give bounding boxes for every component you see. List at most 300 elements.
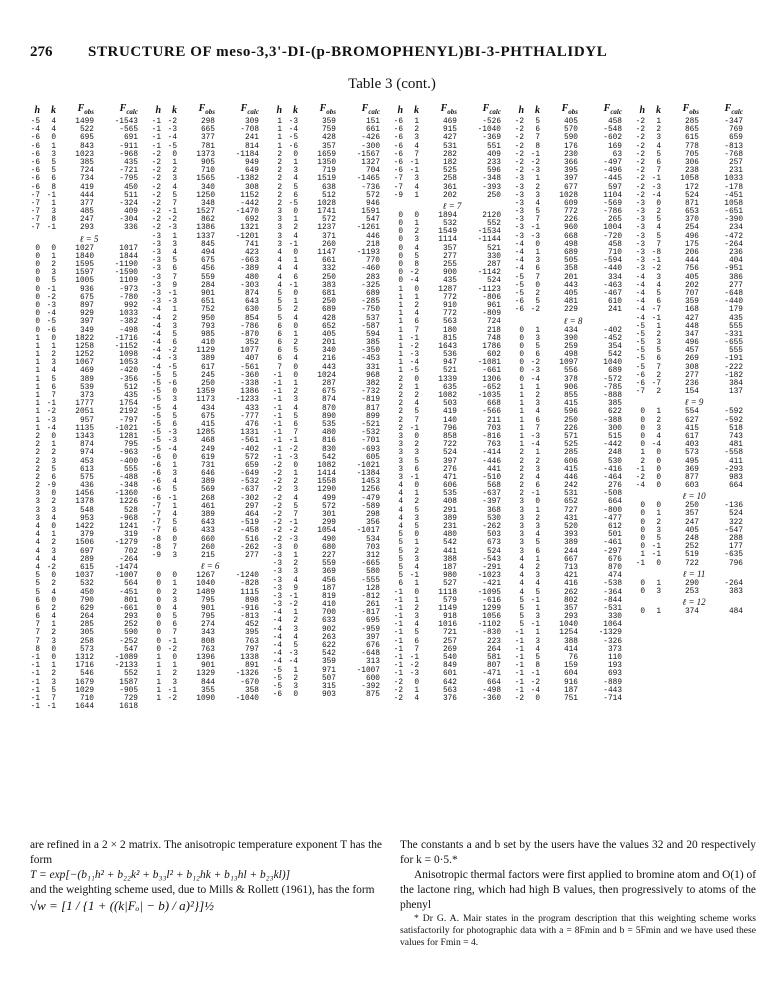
cell-h: -1 bbox=[272, 380, 282, 388]
cell-f-obs: 559 bbox=[200, 273, 215, 282]
table-row bbox=[151, 200, 269, 208]
header-k: k bbox=[172, 105, 177, 116]
cell-k: 4 bbox=[293, 355, 298, 364]
cell-k: 7 bbox=[656, 363, 661, 372]
cell-f-obs: 389 bbox=[563, 539, 578, 548]
table-row bbox=[635, 282, 753, 290]
table-row bbox=[272, 568, 390, 576]
cell-f-obs: 168 bbox=[684, 306, 699, 315]
cell-k: 1 bbox=[656, 322, 661, 331]
cell-k: 3 bbox=[535, 465, 540, 474]
cell-f-calc: -768 bbox=[724, 150, 743, 159]
table-row bbox=[393, 245, 511, 253]
table-row bbox=[635, 274, 753, 282]
cell-f-obs: 301 bbox=[321, 511, 336, 519]
cell-k: -1 bbox=[409, 424, 419, 433]
cell-h: -2 bbox=[635, 167, 645, 176]
table-row bbox=[272, 347, 390, 355]
cell-k: 1 bbox=[172, 158, 177, 167]
cell-k: -2 bbox=[530, 678, 540, 687]
cell-f-calc: -1021 bbox=[114, 424, 138, 433]
cell-h: -4 bbox=[272, 642, 282, 650]
cell-f-calc: 689 bbox=[607, 367, 622, 376]
cell-h: -6 bbox=[393, 158, 403, 167]
cell-h: 1 bbox=[519, 400, 524, 409]
cell-f-calc: -661 bbox=[482, 367, 501, 376]
cell-k: -3 bbox=[167, 298, 177, 307]
cell-f-calc: 1321 bbox=[240, 224, 259, 233]
cell-f-calc: 795 bbox=[123, 441, 138, 450]
cell-f-calc: 597 bbox=[607, 183, 622, 192]
table-row bbox=[151, 654, 269, 662]
cell-f-calc: -458 bbox=[240, 527, 259, 536]
cell-f-calc: -1474 bbox=[114, 563, 138, 572]
table-row bbox=[151, 597, 269, 605]
cell-k: 4 bbox=[172, 249, 177, 257]
cell-f-obs: 532 bbox=[442, 220, 457, 229]
cell-k: 0 bbox=[293, 249, 298, 257]
table-row bbox=[272, 175, 390, 183]
cell-f-obs: 405 bbox=[563, 289, 578, 298]
cell-f-obs: 358 bbox=[563, 265, 578, 274]
cell-h: 5 bbox=[35, 580, 40, 589]
cell-h: 4 bbox=[519, 555, 524, 564]
cell-h: 3 bbox=[277, 216, 282, 225]
cell-h: -4 bbox=[272, 650, 282, 659]
cell-f-calc: 277 bbox=[244, 551, 259, 560]
cell-f-obs: 1252 bbox=[75, 351, 94, 360]
table-row bbox=[272, 601, 390, 609]
cell-f-calc: 110 bbox=[607, 654, 622, 662]
cell-f-calc: 383 bbox=[728, 587, 743, 596]
cell-k: 2 bbox=[535, 457, 540, 466]
table-row bbox=[272, 257, 390, 265]
cell-f-obs: 877 bbox=[684, 473, 699, 482]
cell-h: 3 bbox=[519, 539, 524, 548]
cell-k: -4 bbox=[530, 375, 540, 384]
table-row bbox=[514, 638, 632, 646]
table-row bbox=[272, 478, 390, 486]
footnote: * Dr G. A. Mair states in the program description that this weighting scheme works satisfactorily for photographic data with a = 8Fmin and b = 5Fmin and we have used these values for Fmin = 4. bbox=[400, 913, 756, 948]
cell-f-obs: 456 bbox=[321, 576, 336, 585]
table-row bbox=[272, 552, 390, 560]
table-row bbox=[514, 376, 632, 384]
table-row bbox=[514, 679, 632, 687]
cell-k: 7 bbox=[656, 240, 661, 249]
cell-k: 6 bbox=[535, 351, 540, 360]
cell-f-calc: 874 bbox=[244, 289, 259, 298]
table-row bbox=[30, 572, 148, 580]
table-row bbox=[514, 564, 632, 572]
cell-f-calc: 298 bbox=[365, 511, 380, 519]
cell-h: -1 bbox=[272, 437, 282, 446]
cell-f-calc: -1040 bbox=[477, 126, 501, 135]
cell-f-obs: 289 bbox=[79, 555, 94, 564]
cell-f-calc: 664 bbox=[607, 498, 622, 507]
cell-h: 5 bbox=[35, 588, 40, 597]
cell-h: -2 bbox=[151, 199, 161, 208]
column-header bbox=[514, 96, 632, 118]
cell-k: -1 bbox=[167, 686, 177, 695]
cell-k: -1 bbox=[530, 670, 540, 679]
cell-k: -1 bbox=[167, 494, 177, 503]
cell-h: -7 bbox=[30, 199, 40, 208]
cell-f-obs: 415 bbox=[200, 420, 215, 429]
table-row bbox=[151, 184, 269, 192]
header-f-calc: $F_{calc}$ bbox=[119, 103, 138, 116]
cell-f-obs: 843 bbox=[79, 142, 94, 151]
cell-k: -5 bbox=[288, 134, 298, 143]
cell-f-calc: 283 bbox=[365, 273, 380, 282]
table-row bbox=[272, 224, 390, 232]
cell-h: 2 bbox=[398, 424, 403, 433]
cell-k: 5 bbox=[172, 412, 177, 421]
cell-f-obs: 238 bbox=[684, 167, 699, 176]
cell-k: 0 bbox=[656, 502, 661, 511]
cell-k: 0 bbox=[51, 596, 56, 605]
header-f-calc: $F_{calc}$ bbox=[603, 103, 622, 116]
table-row bbox=[30, 400, 148, 408]
cell-h: -2 bbox=[151, 208, 161, 217]
table-row bbox=[151, 224, 269, 232]
cell-k: 3 bbox=[51, 506, 56, 515]
cell-f-calc: -1240 bbox=[235, 572, 259, 581]
cell-h: 3 bbox=[519, 547, 524, 556]
cell-k: 2 bbox=[172, 314, 177, 323]
cell-k: -1 bbox=[651, 551, 661, 560]
l-section-heading: ℓ = 7 bbox=[442, 200, 462, 211]
cell-f-obs: 389 bbox=[200, 355, 215, 364]
cell-k: -5 bbox=[167, 142, 177, 151]
cell-f-calc: -1261 bbox=[356, 224, 380, 233]
cell-f-obs: 697 bbox=[79, 547, 94, 556]
cell-f-obs: 343 bbox=[200, 629, 215, 638]
cell-k: -1 bbox=[46, 703, 56, 712]
cell-h: -6 bbox=[393, 142, 403, 151]
table-row bbox=[151, 282, 269, 290]
cell-h: -4 bbox=[635, 273, 645, 282]
cell-h: 1 bbox=[277, 142, 282, 151]
cell-k: 3 bbox=[51, 208, 56, 217]
cell-f-obs: 1173 bbox=[196, 396, 215, 405]
cell-f-obs: 1643 bbox=[438, 342, 457, 351]
paragraph-anisotropic: Anisotropic thermal factors were first applied to bromine atom and O(1) of the lactone ring, which had high B values, then progressively to atoms of the phenyl bbox=[400, 869, 756, 911]
cell-f-obs: 370 bbox=[684, 216, 699, 225]
table-row bbox=[30, 556, 148, 564]
cell-k: -1 bbox=[409, 334, 419, 343]
cell-h: 2 bbox=[35, 465, 40, 474]
cell-k: -4 bbox=[46, 424, 56, 433]
cell-f-calc: 297 bbox=[244, 502, 259, 511]
table-row bbox=[393, 474, 511, 482]
cell-k: 2 bbox=[51, 261, 56, 269]
cell-h: 1 bbox=[519, 424, 524, 433]
cell-f-calc: 1591 bbox=[361, 208, 380, 217]
table-row bbox=[151, 298, 269, 306]
cell-h: 4 bbox=[519, 563, 524, 572]
cell-k: 4 bbox=[172, 404, 177, 413]
cell-f-obs: 759 bbox=[321, 126, 336, 135]
cell-f-calc: 622 bbox=[607, 408, 622, 417]
cell-f-obs: 535 bbox=[321, 420, 336, 429]
cell-f-obs: 393 bbox=[563, 531, 578, 540]
table-row bbox=[514, 458, 632, 466]
cell-h: -5 bbox=[151, 437, 161, 446]
cell-h: -1 bbox=[30, 670, 40, 679]
cell-k: 4 bbox=[414, 142, 419, 151]
cell-k: 5 bbox=[535, 298, 540, 307]
cell-f-calc: 458 bbox=[607, 240, 622, 249]
cell-f-obs: 258 bbox=[79, 637, 94, 646]
cell-h: 4 bbox=[35, 547, 40, 556]
cell-k: 3 bbox=[414, 613, 419, 622]
table-row bbox=[514, 359, 632, 367]
table-row bbox=[272, 609, 390, 617]
cell-f-obs: 1489 bbox=[196, 588, 215, 597]
cell-h: 0 bbox=[156, 613, 161, 622]
cell-k: 2 bbox=[656, 416, 661, 425]
cell-h: -2 bbox=[272, 511, 282, 519]
table-row bbox=[30, 597, 148, 605]
cell-h: -3 bbox=[635, 240, 645, 249]
cell-f-calc: -443 bbox=[603, 686, 622, 695]
cell-f-calc: -830 bbox=[482, 629, 501, 638]
cell-h: 2 bbox=[519, 482, 524, 491]
cell-f-obs: 410 bbox=[321, 601, 336, 610]
cell-k: 0 bbox=[51, 432, 56, 441]
table-row bbox=[393, 458, 511, 466]
table-row bbox=[514, 515, 632, 523]
cell-h: -5 bbox=[514, 281, 524, 290]
table-row bbox=[30, 126, 148, 134]
cell-h: -2 bbox=[514, 142, 524, 151]
cell-h: 3 bbox=[277, 232, 282, 241]
table-row bbox=[151, 646, 269, 654]
cell-f-calc: 515 bbox=[607, 432, 622, 441]
table-row bbox=[30, 449, 148, 457]
cell-f-calc: 659 bbox=[244, 461, 259, 470]
cell-f-calc: -572 bbox=[603, 375, 622, 384]
cell-k: 9 bbox=[293, 584, 298, 593]
cell-k: 2 bbox=[414, 126, 419, 135]
cell-k: 0 bbox=[51, 645, 56, 654]
table-row bbox=[30, 613, 148, 621]
cell-f-calc: 458 bbox=[607, 118, 622, 126]
cell-f-calc: -1142 bbox=[477, 269, 501, 278]
cell-h: 0 bbox=[519, 375, 524, 384]
cell-h: -1 bbox=[151, 118, 161, 126]
cell-h: -9 bbox=[393, 191, 403, 200]
cell-h: -2 bbox=[151, 150, 161, 159]
cell-k: 5 bbox=[656, 535, 661, 543]
cell-f-obs: 388 bbox=[442, 555, 457, 564]
cell-f-calc: 814 bbox=[244, 142, 259, 151]
cell-f-calc: 264 bbox=[486, 645, 501, 654]
cell-f-obs: 389 bbox=[79, 375, 94, 384]
table-row bbox=[393, 539, 511, 547]
cell-h: 5 bbox=[398, 572, 403, 581]
cell-f-obs: 1250 bbox=[196, 191, 215, 200]
cell-k: 8 bbox=[535, 142, 540, 151]
cell-f-calc: -797 bbox=[119, 416, 138, 425]
table-row bbox=[272, 519, 390, 527]
cell-f-calc: 484 bbox=[728, 608, 743, 617]
cell-f-obs: 540 bbox=[442, 654, 457, 662]
cell-f-calc: -191 bbox=[724, 355, 743, 364]
table-row bbox=[30, 589, 148, 597]
cell-h: 0 bbox=[519, 326, 524, 335]
cell-f-obs: 953 bbox=[79, 514, 94, 523]
cell-k: 8 bbox=[535, 662, 540, 671]
cell-f-calc: 580 bbox=[365, 568, 380, 577]
cell-k: -2 bbox=[288, 445, 298, 454]
cell-f-calc: 729 bbox=[123, 694, 138, 703]
table-row bbox=[393, 261, 511, 269]
cell-k: 1 bbox=[414, 118, 419, 126]
header-f-obs: $F_{obs}$ bbox=[561, 103, 578, 116]
table-row bbox=[151, 175, 269, 183]
cell-k: 1 bbox=[656, 408, 661, 417]
cell-f-obs: 1237 bbox=[317, 224, 336, 233]
cell-f-obs: 416 bbox=[563, 580, 578, 589]
cell-h: -6 bbox=[393, 126, 403, 135]
table-row bbox=[514, 159, 632, 167]
cell-f-calc: -968 bbox=[119, 514, 138, 523]
cell-k: 0 bbox=[172, 572, 177, 581]
cell-f-calc: -566 bbox=[482, 408, 501, 417]
table-row bbox=[272, 167, 390, 175]
table-row bbox=[514, 298, 632, 306]
cell-k: 5 bbox=[172, 519, 177, 528]
cell-f-calc: 433 bbox=[244, 404, 259, 413]
cell-f-calc: 854 bbox=[244, 314, 259, 323]
table-row bbox=[272, 298, 390, 306]
header-k: k bbox=[51, 105, 56, 116]
cell-f-obs: 2051 bbox=[75, 408, 94, 417]
cell-k: 4 bbox=[51, 514, 56, 523]
cell-f-obs: 436 bbox=[79, 482, 94, 491]
cell-k: -2 bbox=[46, 293, 56, 302]
cell-k: 1 bbox=[293, 298, 298, 307]
table-row bbox=[151, 527, 269, 535]
cell-f-calc: 1017 bbox=[119, 244, 138, 253]
cell-f-obs: 284 bbox=[200, 281, 215, 290]
cell-f-obs: 910 bbox=[442, 301, 457, 310]
cell-f-calc: 481 bbox=[728, 441, 743, 450]
cell-k: 7 bbox=[51, 694, 56, 703]
cell-k: 6 bbox=[414, 318, 419, 327]
cell-h: 0 bbox=[398, 252, 403, 261]
cell-f-obs: 1343 bbox=[75, 432, 94, 441]
cell-k: 3 bbox=[414, 134, 419, 143]
cell-f-obs: 790 bbox=[79, 596, 94, 605]
cell-h: -3 bbox=[635, 216, 645, 225]
cell-f-obs: 373 bbox=[79, 392, 94, 400]
cell-f-calc: -1193 bbox=[356, 249, 380, 257]
cell-k: 3 bbox=[172, 240, 177, 249]
cell-k: 2 bbox=[535, 514, 540, 523]
cell-h: -3 bbox=[514, 191, 524, 200]
cell-h: 3 bbox=[519, 498, 524, 507]
column-header bbox=[393, 96, 511, 118]
cell-f-obs: 357 bbox=[321, 142, 336, 151]
table-row bbox=[393, 670, 511, 678]
cell-h: -5 bbox=[635, 322, 645, 331]
cell-h: 2 bbox=[398, 375, 403, 384]
cell-k: 1 bbox=[414, 580, 419, 589]
cell-h: 4 bbox=[398, 514, 403, 523]
cell-k: 2 bbox=[293, 339, 298, 348]
cell-f-obs: 461 bbox=[200, 502, 215, 511]
table-row bbox=[151, 265, 269, 273]
cell-f-obs: 1565 bbox=[196, 175, 215, 184]
cell-h: 2 bbox=[277, 199, 282, 208]
table-row bbox=[635, 466, 753, 474]
cell-f-obs: 573 bbox=[684, 449, 699, 458]
cell-h: -1 bbox=[272, 412, 282, 421]
cell-f-calc: 501 bbox=[607, 531, 622, 540]
cell-f-calc: -708 bbox=[240, 126, 259, 135]
cell-h: -6 bbox=[393, 118, 403, 126]
cell-h: 5 bbox=[35, 572, 40, 581]
table-row bbox=[272, 527, 390, 535]
cell-f-obs: 269 bbox=[684, 355, 699, 364]
table-row bbox=[272, 462, 390, 470]
cell-k: -4 bbox=[651, 441, 661, 450]
table-row bbox=[514, 531, 632, 539]
cell-h: 5 bbox=[277, 314, 282, 323]
table-row bbox=[30, 261, 148, 269]
cell-f-calc: 568 bbox=[486, 482, 501, 491]
cell-f-calc: 234 bbox=[728, 224, 743, 233]
cell-f-obs: 1129 bbox=[196, 347, 215, 356]
cell-f-obs: 355 bbox=[200, 686, 215, 695]
table-row bbox=[393, 335, 511, 343]
cell-f-calc: 630 bbox=[244, 306, 259, 315]
table-row bbox=[635, 510, 753, 518]
cell-h: -3 bbox=[272, 568, 282, 577]
table-row bbox=[635, 502, 753, 510]
cell-f-obs: 512 bbox=[321, 191, 336, 200]
cell-f-obs: 332 bbox=[321, 265, 336, 274]
cell-f-obs: 905 bbox=[200, 158, 215, 167]
cell-k: -2 bbox=[46, 563, 56, 572]
cell-h: -1 bbox=[272, 396, 282, 405]
cell-k: -3 bbox=[46, 301, 56, 310]
cell-h: -5 bbox=[272, 674, 282, 683]
cell-f-obs: 947 bbox=[442, 359, 457, 368]
cell-k: -4 bbox=[530, 441, 540, 450]
cell-h: 5 bbox=[398, 547, 403, 556]
cell-k: -1 bbox=[530, 621, 540, 630]
cell-k: -2 bbox=[46, 408, 56, 417]
table-row bbox=[514, 556, 632, 564]
cell-f-obs: 795 bbox=[200, 596, 215, 605]
cell-f-calc: 691 bbox=[123, 134, 138, 143]
cell-h: 4 bbox=[277, 281, 282, 290]
cell-f-calc: 331 bbox=[365, 363, 380, 372]
table-row bbox=[635, 192, 753, 200]
cell-f-obs: 395 bbox=[563, 167, 578, 176]
cell-h: -3 bbox=[272, 543, 282, 552]
table-row bbox=[514, 629, 632, 637]
cell-f-calc: 250 bbox=[486, 191, 501, 200]
cell-f-obs: 559 bbox=[321, 560, 336, 569]
cell-f-calc: 610 bbox=[607, 298, 622, 307]
table-row bbox=[514, 343, 632, 351]
cell-f-obs: 1499 bbox=[75, 118, 94, 126]
cell-f-calc: -1190 bbox=[114, 261, 138, 269]
